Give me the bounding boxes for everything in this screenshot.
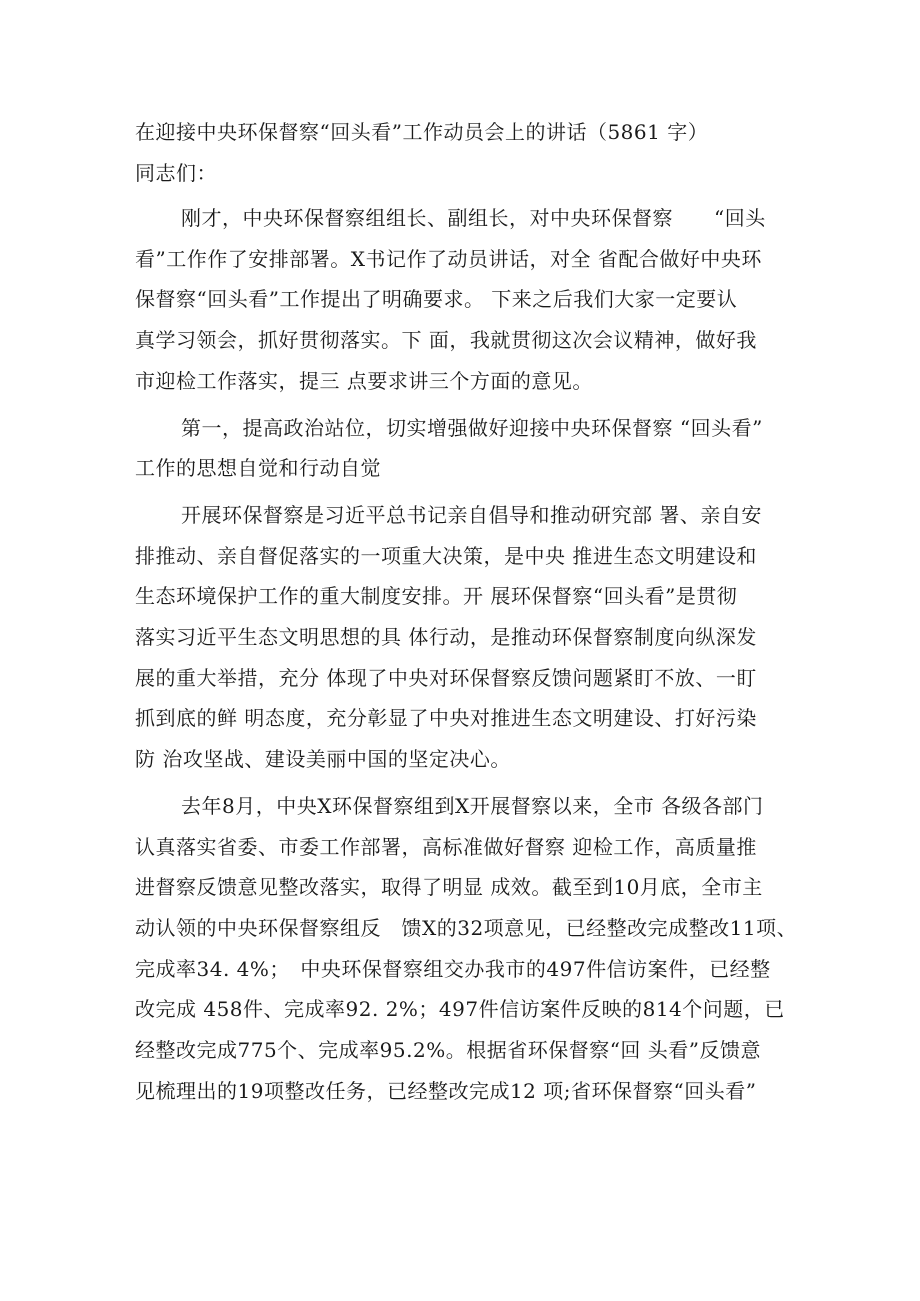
text-line: 完成率34. 4%； 中央环保督察组交办我市的497件信访案件，已经整 — [135, 956, 771, 981]
text-line: 第一，提高政治站位，切实增强做好迎接中央环保督察 “回头看” — [181, 415, 763, 440]
paragraph-progress — [135, 786, 798, 1112]
text-line: 保督察“回头看”工作提出了明确要求。 下来之后我们大家一定要认 — [135, 287, 738, 312]
document-title: 在迎接中央环保督察“回头看”工作动员会上的讲话（5861 字） — [135, 120, 709, 144]
text-line: 见梳理出的19项整改任务，已经整改完成12 项;省环保督察“回头看” — [135, 1078, 757, 1103]
text-line: 刚才，中央环保督察组组长、副组长，对中央环保督察 “回头 — [181, 206, 766, 230]
salutation: 同志们： — [135, 161, 217, 185]
text-line: 落实习近平生态文明思想的具 体行动，是推动环保督察制度向纵深发 — [135, 625, 757, 650]
text-line: 排推动、亲自督促落实的一项重大决策，是中央 推进生态文明建设和 — [135, 543, 757, 568]
section-heading-first — [135, 408, 795, 489]
text-line: 开展环保督察是习近平总书记亲自倡导和推动研究部 署、亲自安 — [181, 502, 762, 527]
document-body — [135, 110, 798, 1111]
text-line: 生态环境保护工作的重大制度安排。开 展环保督察“回头看”是贯彻 — [135, 584, 738, 609]
text-line: 经整改完成775个、完成率95.2%。根据省环保督察“回 头看”反馈意 — [135, 1038, 762, 1063]
text-line: 真学习领会，抓好贯彻落实。下 面，我就贯彻这次会议精神，做好我 — [135, 328, 757, 353]
paragraph-background — [135, 495, 795, 780]
text-line: 抓到底的鲜 明态度，充分彰显了中央对推进生态文明建设、打好污染 — [135, 706, 757, 731]
text-line: 改完成 458件、完成率92. 2%；497件信访案件反映的814个问题，已 — [135, 997, 785, 1022]
text-line: 工作的思想自觉和行动自觉 — [135, 456, 381, 481]
paragraph-opening — [135, 198, 795, 402]
text-line: 防 治攻坚战、建设美丽中国的坚定决心。 — [135, 747, 511, 772]
text-line: 进督察反馈意见整改落实，取得了明显 成效。截至到10月底，全市主 — [135, 875, 763, 900]
text-line: 看”工作作了安排部署。X书记作了动员讲话，对全 省配合做好中央环 — [135, 246, 762, 271]
text-line: 动认领的中央环保督察组反 馈X的32项意见，已经整改完成整改11项、 — [135, 915, 798, 940]
text-line: 去年8月，中央X环保督察组到X开展督察以来，全市 各级各部门 — [181, 793, 764, 818]
text-line: 认真落实省委、市委工作部署，高标准做好督察 迎检工作，高质量推 — [135, 834, 757, 859]
text-line: 展的重大举措，充分 体现了中央对环保督察反馈问题紧盯不放、一盯 — [135, 665, 757, 690]
text-line: 市迎检工作落实，提三 点要求讲三个方面的意见。 — [135, 368, 593, 393]
